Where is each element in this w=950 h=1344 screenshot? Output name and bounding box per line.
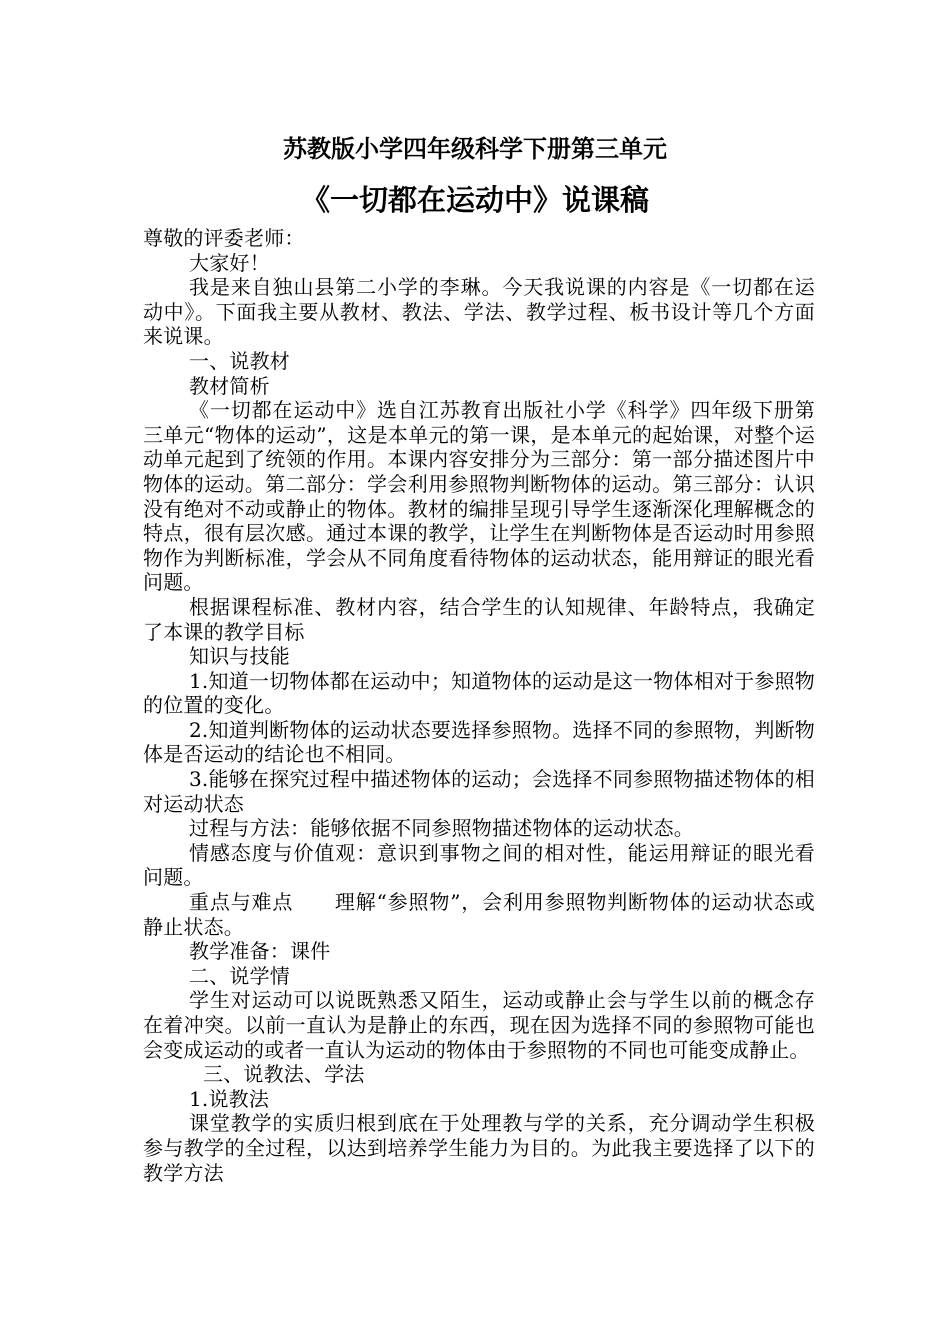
objectives-intro-paragraph: 根据课程标准、教材内容，结合学生的认知规律、年龄特点，我确定了本课的教学目标 [143, 594, 815, 644]
objective-item-1: 1.知道一切物体都在运动中；知道物体的运动是这一物体相对于参照物的位置的变化。 [143, 668, 815, 718]
objective-item-2: 2.知道判断物体的运动状态要选择参照物。选择不同的参照物，判断物体是否运动的结论也不相同。 [143, 717, 815, 767]
students-paragraph: 学生对运动可以说既熟悉又陌生，运动或静止会与学生以前的概念存在着冲突。以前一直认为是静止的东西，现在因为选择不同的参照物可能也会变成运动的或者一直认为运动的物体由于参照物的不同也可能变成静止。 [143, 988, 815, 1062]
objective-item-3: 3.能够在探究过程中描述物体的运动；会选择不同参照物描述物体的相对运动状态 [143, 767, 815, 816]
teaching-method-paragraph: 课堂教学的实质归根到底在于处理教与学的关系，充分调动学生积极参与教学的全过程，以达到培养学生能力为目的。为此我主要选择了以下的教学方法 [143, 1111, 815, 1185]
intro-paragraph: 我是来自独山县第二小学的李琳。今天我说课的内容是《一切都在运动中》。下面我主要从教材、教法、学法、教学过程、板书设计等几个方面来说课。 [143, 275, 815, 349]
section-heading-students: 二、说学情 [189, 963, 290, 988]
subheading-knowledge-skills: 知识与技能 [189, 644, 290, 669]
teaching-preparation: 教学准备：课件 [189, 939, 331, 964]
subheading-teaching-method: 1.说教法 [189, 1086, 270, 1111]
document-title-line-2: 《一切都在运动中》说课稿 [300, 183, 649, 217]
attitude-values-paragraph: 情感态度与价值观：意识到事物之间的相对性，能运用辩证的眼光看问题。 [143, 840, 815, 890]
textbook-analysis-paragraph: 《一切都在运动中》选自江苏教育出版社小学《科学》四年级下册第三单元“物体的运动”，这是本单元的第一课，是本单元的起始课，对整个运动单元起到了统领的作用。本课内容安排分为三部分：第一部分描述图片中物体的运动。第二部分：学会利用参照物判断物体的运动。第三部分：认识没有绝对不动或静止的物体。教材的编排呈现引导学生逐渐深化理解概念的特点，很有层次感。通过本课的教学，让学生在判断物体是否运动时用参照物作为判断标准，学会从不同角度看待物体的运动状态，能用辩证的眼光看问题。 [143, 398, 815, 595]
process-method-paragraph: 过程与方法：能够依据不同参照物描述物体的运动状态。 [189, 816, 694, 841]
greeting: 大家好！ [189, 250, 270, 275]
key-points-paragraph: 重点与难点 理解“参照物”，会利用参照物判断物体的运动状态或静止状态。 [143, 890, 815, 939]
subheading-textbook-analysis: 教材简析 [189, 373, 270, 398]
section-heading-methods: 三、说教法、学法 [203, 1062, 365, 1087]
document-title-line-1: 苏教版小学四年级科学下册第三单元 [283, 135, 667, 163]
section-heading-textbook: 一、说教材 [189, 348, 290, 373]
salutation: 尊敬的评委老师： [143, 226, 305, 250]
document-body [143, 226, 815, 1185]
